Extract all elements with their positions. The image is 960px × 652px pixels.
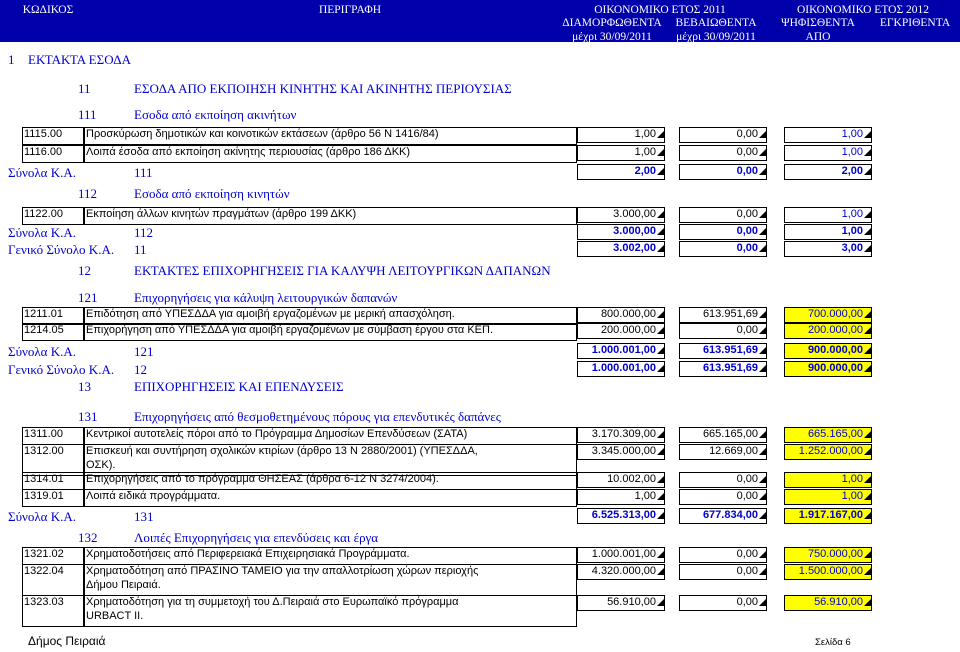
row-code: 1214.05 [24,324,64,336]
row-code: 1 [8,52,15,67]
value-2: 0,00 [736,324,758,336]
row-description: Επιχορήγηση από ΥΠΕΣΔΔΑ για αμοιβή εργαζομένων με σύμβαση έργου στα ΚΕΠ. [86,324,494,336]
cell-marker-icon [759,311,766,318]
row-title: ΕΚΤΑΚΤΑ ΕΣΟΔΑ [28,52,132,67]
header-voted: ΨΗΦΙΣΘΕΝΤΑ ΑΠΟ ΤΟ ΔΣ [781,17,855,57]
cell-marker-icon [864,149,871,156]
row-code: 1122.00 [24,208,63,220]
total-value-3: 2,00 [841,165,863,177]
row-code: 1321.02 [24,548,64,560]
value-1: 1,00 [634,146,656,158]
value-3: 700.000,00 [807,308,863,320]
subsection-code: 121 [78,290,98,305]
value-2: 0,00 [736,596,758,608]
value-1: 200.000,00 [600,324,656,336]
cell-marker-icon [657,347,664,354]
total-value-2: 0,00 [736,242,758,254]
value-3: 200.000,00 [807,324,863,336]
total-value-3: 1.917.167,00 [798,509,863,521]
row-description: Λοιπά έσοδα από εκποίηση ακίνητης περιουσίας (άρθρο 186 ΔΚΚ) [86,146,411,158]
cell-marker-icon [864,431,871,438]
subsection-code: 112 [78,186,98,201]
value-1: 3.000,00 [613,208,656,220]
value-3: 1.500.000,00 [798,565,863,577]
totals-code: 121 [134,344,154,359]
row-description: Κεντρικοί αυτοτελείς πόροι από το Πρόγραμμα Δημοσίων Επενδύσεων (ΣΑΤΑ) [86,428,468,440]
cell-marker-icon [759,245,766,252]
cell-marker-icon [759,431,766,438]
cell-marker-icon [657,149,664,156]
cell-marker-icon [759,551,766,558]
cell-marker-icon [657,311,664,318]
row-code: 1311.00 [24,428,63,440]
cell-marker-icon [759,599,766,606]
section-title: ΕΣΟΔΑ ΑΠΟ ΕΚΠΟΙΗΣΗ ΚΙΝΗΤΗΣ ΚΑΙ ΑΚΙΝΗΤΗΣ ΠΕΡΙΟΥΣΙΑΣ [134,81,512,96]
row-code: 1323.03 [24,596,64,608]
cell-marker-icon [864,245,871,252]
cell-marker-icon [657,599,664,606]
row-code: 1116.00 [24,146,63,158]
cell-marker-icon [864,365,871,372]
cell-marker-icon [864,476,871,483]
value-2: 0,00 [736,548,758,560]
value-3: 750.000,00 [807,548,863,560]
total-value-2: 677.834,00 [702,509,758,521]
value-1: 56.910,00 [607,596,656,608]
subsection-title: Επιχορηγήσεις από θεσμοθετημένους πόρους για επενδυτικές δαπάνες [134,409,501,424]
total-value-1: 6.525.313,00 [591,509,656,521]
header-year-2012: ΟΙΚΟΝΟΜΙΚΟ ΕΤΟΣ 2012 [796,4,930,16]
value-1: 3.170.309,00 [591,428,656,440]
cell-marker-icon [759,493,766,500]
row-description: Χρηματοδοτήσεις από Περιφερειακά Επιχειρησιακά Προγράμματα. [86,548,410,560]
cell-marker-icon [657,512,664,519]
total-value-3: 3,00 [841,242,863,254]
cell-marker-icon [759,327,766,334]
value-3: 1,00 [841,208,863,220]
cell-marker-icon [864,568,871,575]
cell-marker-icon [759,228,766,235]
cell-marker-icon [864,493,871,500]
cell-marker-icon [657,431,664,438]
cell-marker-icon [657,551,664,558]
row-description: Λοιπά ειδικά προγράμματα. [86,490,221,502]
value-2: 0,00 [736,128,758,140]
cell-marker-icon [657,211,664,218]
totals-label: Γενικό Σύνολο Κ.Α. [8,362,115,377]
cell-marker-icon [657,327,664,334]
cell-marker-icon [759,131,766,138]
row-code: 1322.04 [24,565,64,577]
total-value-3: 1,00 [841,225,863,237]
row-description: Εκποίηση άλλων κινητών πραγμάτων (άρθρο 199 ΔΚΚ) [86,208,357,220]
subsection-code: 132 [78,530,98,545]
value-2: 0,00 [736,208,758,220]
cell-marker-icon [657,245,664,252]
cell-marker-icon [759,512,766,519]
cell-marker-icon [657,228,664,235]
total-value-2: 0,00 [736,165,758,177]
cell-marker-icon [864,551,871,558]
value-1: 800.000,00 [600,308,656,320]
subsection-title: Εσοδα από εκποίηση ακινήτων [134,107,297,122]
value-1: 1.000.001,00 [591,548,656,560]
value-3: 56.910,00 [814,596,863,608]
value-2: 0,00 [736,565,758,577]
cell-marker-icon [864,228,871,235]
value-1: 10.002,00 [607,473,656,485]
row-description: Επιδότηση από ΥΠΕΣΔΔΑ για αμοιβή εργαζομένων με μερική απασχόληση. [86,308,455,320]
totals-code: 111 [134,165,153,180]
subsection-title: Εσοδα από εκποίηση κινητών [134,186,290,201]
section-title: ΕΚΤΑΚΤΕΣ ΕΠΙΧΟΡΗΓΗΣΕΙΣ ΓΙΑ ΚΑΛΥΨΗ ΛΕΙΤΟΥΡΓΙΚΩΝ ΔΑΠΑΝΩΝ [134,263,551,278]
section-code: 13 [78,379,91,394]
value-2: 665.165,00 [702,428,758,440]
row-description: Χρηματοδότηση για τη συμμετοχή του Δ.Πειραιά στο Ευρωπαϊκό πρόγραμμα [86,596,459,608]
value-2: 0,00 [736,490,758,502]
row-code: 1314.01 [24,473,64,485]
total-value-1: 3.000,00 [613,225,656,237]
totals-code: 131 [134,509,154,524]
cell-marker-icon [657,168,664,175]
row-description-cont: Δήμου Πειραιά. [86,579,161,591]
cell-marker-icon [759,347,766,354]
row-code: 1115.00 [24,128,63,140]
row-description-cont: ΟΣΚ). [86,459,116,471]
value-3: 1,00 [841,146,863,158]
cell-marker-icon [864,512,871,519]
cell-marker-icon [759,448,766,455]
cell-marker-icon [864,131,871,138]
cell-marker-icon [657,448,664,455]
value-2: 0,00 [736,473,758,485]
total-value-2: 613.951,69 [702,362,758,374]
cell-marker-icon [759,211,766,218]
total-value-2: 0,00 [736,225,758,237]
row-description: Προσκύρωση δημοτικών και κοινοτικών εκτάσεων (άρθρο 56 Ν 1416/84) [86,128,439,140]
totals-code: 11 [134,242,147,257]
value-2: 12.669,00 [709,445,758,457]
cell-marker-icon [864,448,871,455]
total-value-3: 900.000,00 [807,362,863,374]
footer-page-number: Σελίδα 6 [815,637,851,648]
row-description: Επισκευή και συντήρηση σχολικών κτιρίων (άρθρο 13 Ν 2880/2001) (ΥΠΕΣΔΔΑ, [86,445,478,457]
row-description: Χρηματοδότηση από ΠΡΑΣΙΝΟ ΤΑΜΕΙΟ για την απαλλοτρίωση χώρων περιοχής [86,565,479,577]
value-3: 665.165,00 [807,428,863,440]
cell-marker-icon [864,327,871,334]
cell-marker-icon [759,149,766,156]
cell-marker-icon [864,168,871,175]
section-code: 12 [78,263,91,278]
value-1: 1,00 [634,490,656,502]
value-3: 1.252.000,00 [798,445,863,457]
total-value-2: 613.951,69 [702,344,758,356]
value-1: 4.320.000,00 [591,565,656,577]
totals-label: Σύνολα Κ.Α. [8,344,77,359]
row-description-cont: URBACT II. [86,610,144,622]
header-approved: ΕΓΚΡΙΘΕΝΤΑ [879,17,951,29]
value-1: 3.345.000,00 [591,445,656,457]
cell-marker-icon [864,599,871,606]
value-3: 1,00 [841,490,863,502]
row-code: 1319.01 [24,490,64,502]
header-formed: ΔΙΑΜΟΡΦΩΘΕΝΤΑ μέχρι 30/09/2011 [562,17,662,43]
header-description: ΠΕΡΙΓΡΑΦΗ [318,4,382,16]
cell-marker-icon [759,568,766,575]
row-code: 1211.01 [24,308,63,320]
cell-marker-icon [657,365,664,372]
cell-marker-icon [759,365,766,372]
total-value-1: 1.000.001,00 [591,362,656,374]
row-code: 1312.00 [24,445,64,457]
cell-marker-icon [759,168,766,175]
footer-municipality: Δήμος Πειραιά [28,634,106,648]
row-description: Επιχορηγήσεις από το πρόγραμμα ΘΗΣΕΑΣ (άρθρα 6-12 Ν 3274/2004). [86,473,439,485]
totals-label: Σύνολα Κ.Α. [8,165,77,180]
header-year-2011: ΟΙΚΟΝΟΜΙΚΟ ΕΤΟΣ 2011 [594,4,726,16]
value-2: 0,00 [736,146,758,158]
totals-label: Σύνολα Κ.Α. [8,225,77,240]
cell-marker-icon [864,311,871,318]
subsection-title: Λοιπές Επιχορηγήσεις για επενδύσεις και έργα [134,530,379,545]
section-code: 11 [78,81,91,96]
totals-label: Σύνολα Κ.Α. [8,509,77,524]
cell-marker-icon [657,568,664,575]
cell-marker-icon [864,347,871,354]
total-value-1: 1.000.001,00 [591,344,656,356]
totals-label: Γενικό Σύνολο Κ.Α. [8,242,115,257]
subsection-title: Επιχορηγήσεις για κάλυψη λειτουργικών δαπανών [134,290,398,305]
subsection-code: 131 [78,409,98,424]
value-1: 1,00 [634,128,656,140]
cell-marker-icon [657,131,664,138]
cell-marker-icon [657,493,664,500]
total-value-1: 3.002,00 [613,242,656,254]
table-header [0,0,960,57]
cell-marker-icon [657,476,664,483]
header-confirmed: ΒΕΒΑΙΩΘΕΝΤΑ μέχρι 30/09/2011 [675,17,757,43]
totals-code: 12 [134,362,147,377]
total-value-1: 2,00 [634,165,656,177]
value-2: 613.951,69 [702,308,758,320]
total-value-3: 900.000,00 [807,344,863,356]
subsection-code: 111 [78,107,97,122]
header-code: ΚΩΔΙΚΟΣ [22,4,74,16]
totals-code: 112 [134,225,154,240]
section-title: ΕΠΙΧΟΡΗΓΗΣΕΙΣ ΚΑΙ ΕΠΕΝΔΥΣΕΙΣ [134,379,344,394]
value-3: 1,00 [841,473,863,485]
value-3: 1,00 [841,128,863,140]
cell-marker-icon [864,211,871,218]
cell-marker-icon [759,476,766,483]
